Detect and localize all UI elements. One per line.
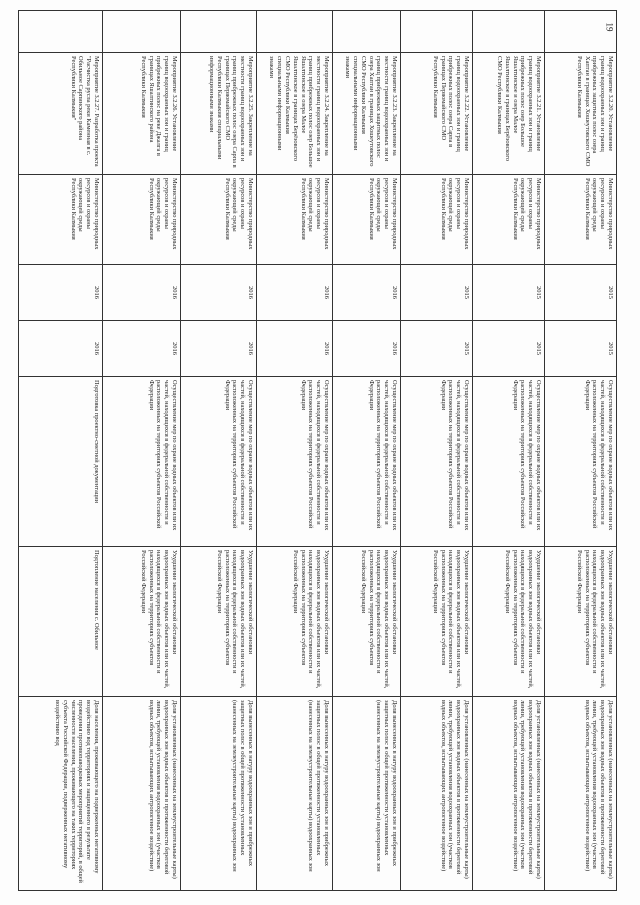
result-cell: Ухудшение экологической обстановки водоохранных зон водных объектов или их частей, находящихся в федеральной собственности и расположенных на территориях субъектов Российской Федерации <box>473 547 545 697</box>
indicator-cell: Доля установленных (нанесенных на землеустроительные карты) водоохранных зон водных объектов в протяженности береговой линии, требующей установления водоохранных зон (участков водных объектов, испытывающих антропогенное воздействие) <box>401 697 473 891</box>
executor-cell: Министерство природных ресурсов и охраны окружающей среды Республики Калмыкия <box>545 175 617 265</box>
event-cell: Мероприятие 3.2.26. Установление границ водоохранных зон и границ прибрежных полос на реке Джалга в границах Яшалтинского района Республики Калмыкия <box>103 53 181 175</box>
table-row <box>545 11 617 891</box>
result-cell: Ухудшение экологической обстановки водоохранных зон водных объектов или их частей, находящихся в федеральной собственности и расположенных на территориях субъектов Российской Федерации <box>545 547 617 697</box>
event-cell: Мероприятие 3.2.25. Закрепление на местности границ водоохранных зон и границ прибрежных полос озера Сарпа в границах Первомайского СМО Республики Калмыкия специальными информационными знаками <box>181 53 257 175</box>
blank-cell <box>333 11 401 53</box>
indicator-cell: Доля вынесенных в натуру водоохранных зон и прибрежных защитных полос в общей протяженности установленных (нанесенных на землеустроительные карты) водоохранных зон <box>257 697 333 891</box>
start-year-cell: 2016 <box>103 265 181 321</box>
end-year-cell: 2015 <box>401 321 473 377</box>
table-row <box>401 11 473 891</box>
executor-cell: Министерство природных ресурсов и охраны окружающей среды Республики Калмыкия <box>103 175 181 265</box>
table-row <box>473 11 545 891</box>
start-year-cell: 2016 <box>181 265 257 321</box>
result-cell: Ухудшение экологической обстановки водоохранных зон водных объектов или их частей, находящихся в федеральной собственности и расположенных на территориях субъектов Российской Федерации <box>257 547 333 697</box>
result-cell: Ухудшение экологической обстановки водоохранных зон водных объектов или их частей, находящихся в федеральной собственности и расположенных на территориях субъектов Российской Федерации <box>181 547 257 697</box>
blank-cell <box>103 11 181 53</box>
blank-cell <box>19 11 103 53</box>
direction-cell: Осуществление мер по охране водных объектов или их частей, находящихся в федеральной собственности и расположенных на территориях субъектов Российской Федерации <box>257 377 333 547</box>
direction-cell: Подготовка проектно-сметной документации <box>19 377 103 547</box>
table-row <box>103 11 181 891</box>
direction-cell: Осуществление мер по охране водных объектов или их частей, находящихся в федеральной собственности и расположенных на территориях субъектов Российской Федерации <box>545 377 617 547</box>
result-cell: Ухудшение экологической обстановки водоохранных зон водных объектов или их частей, находящихся в федеральной собственности и расположенных на территориях субъектов Российской Федерации <box>333 547 401 697</box>
result-cell: Ухудшение экологической обстановки водоохранных зон водных объектов или их частей, находящихся в федеральной собственности и расположенных на территориях субъектов Российской Федерации <box>401 547 473 697</box>
table-row <box>257 11 333 891</box>
blank-cell <box>181 11 257 53</box>
table-row <box>333 11 401 891</box>
blank-cell <box>473 11 545 53</box>
program-events-table <box>18 10 617 891</box>
table-row <box>19 11 103 891</box>
direction-cell: Осуществление мер по охране водных объектов или их частей, находящихся в федеральной собственности и расположенных на территориях субъектов Российской Федерации <box>103 377 181 547</box>
indicator-cell: Доля вынесенных в натуру водоохранных зон и прибрежных защитных полос в общей протяженности установленных (нанесенных на землеустроительные карты) водоохранных зон <box>181 697 257 891</box>
executor-cell: Министерство природных ресурсов и охраны окружающей среды Республики Калмыкия <box>401 175 473 265</box>
start-year-cell: 2015 <box>545 265 617 321</box>
indicator-cell: Доля вынесенных в натуру водоохранных зон и прибрежных защитных полос в общей протяженности установленных (нанесенных на землеустроительные карты) водоохранных зон <box>333 697 401 891</box>
blank-cell <box>545 11 617 53</box>
indicator-cell: Доля установленных (нанесенных на землеустроительные карты) водоохранных зон водных объектов в протяженности береговой линии, требующей установления водоохранных зон (участков водных объектов, испытывающих антропогенное воздействие) <box>103 697 181 891</box>
indicator-cell: Доля установленных (нанесенных на землеустроительные карты) водоохранных зон водных объектов в протяженности береговой линии, требующей установления водоохранных зон (участков водных объектов, испытывающих антропогенное воздействие) <box>545 697 617 891</box>
direction-cell: Осуществление мер по охране водных объектов или их частей, находящихся в федеральной собственности и расположенных на территориях субъектов Российской Федерации <box>181 377 257 547</box>
end-year-cell: 2016 <box>257 321 333 377</box>
direction-cell: Осуществление мер по охране водных объектов или их частей, находящихся в федеральной собственности и расположенных на территориях субъектов Российской Федерации <box>401 377 473 547</box>
event-cell: Мероприятие 3.2.23. Закрепление на местности границ водоохранных зон и границ прибрежных защитных полос озера Хаптан в границах Хошеутовского СМО Республики Калмыкия специальными информационными знаками <box>333 53 401 175</box>
table-row <box>181 11 257 891</box>
table-body <box>19 11 617 891</box>
start-year-cell: 2015 <box>401 265 473 321</box>
event-cell: Мероприятие 3.2.20. Установление границ водоохранных зон и границ прибрежных защитных полос озера Хаптан в границах Хошеутовского СМО Республики Калмыкия <box>545 53 617 175</box>
event-cell: Мероприятие 3.2.21. Установление границ водоохранных зон и границ прибрежных полос озер Большое Яшалтинское и озера Малое Яшалтинское в границах Берёзовского СМО Республики Калмыкия <box>473 53 545 175</box>
end-year-cell: 2015 <box>545 321 617 377</box>
direction-cell: Осуществление мер по охране водных объектов или их частей, находящихся в федеральной собственности и расположенных на территориях субъектов Российской Федерации <box>473 377 545 547</box>
indicator-cell: Доля населения, проживающего на подверженных негативному воздействию вод территориях и защищенного в результате проведения противопаводковых мероприятий территорий, в общей численности населения, проживающего на таких территориях субъекта Российской Федерации, подверженных негативному воздействию вод <box>19 697 103 891</box>
blank-cell <box>257 11 333 53</box>
event-cell: Мероприятие 3.2.27. Разработка проекта "Расчистка русла реки Каменная в с. Обильное Сарпинского района Республики Калмыкия" <box>19 53 103 175</box>
end-year-cell: 2015 <box>473 321 545 377</box>
start-year-cell: 2016 <box>257 265 333 321</box>
start-year-cell: 2016 <box>333 265 401 321</box>
executor-cell: Министерство природных ресурсов и охраны окружающей среды Республики Калмыкия <box>257 175 333 265</box>
direction-cell: Осуществление мер по охране водных объектов или их частей, находящихся в федеральной собственности и расположенных на территориях субъектов Российской Федерации <box>333 377 401 547</box>
result-cell: Подтопление населения с. Обильное <box>19 547 103 697</box>
executor-cell: Министерство природных ресурсов и охраны окружающей среды Республики Калмыкия <box>19 175 103 265</box>
end-year-cell: 2016 <box>181 321 257 377</box>
event-cell: Мероприятие 3.2.22. Установление границ водоохранных зон и границ прибрежных полос озера Сарпа в границах Первомайского СМО Республики Калмыкия <box>401 53 473 175</box>
end-year-cell: 2016 <box>333 321 401 377</box>
page-number: 19 <box>604 22 615 32</box>
start-year-cell: 2016 <box>19 265 103 321</box>
result-cell: Ухудшение экологической обстановки водоохранных зон водных объектов или их частей, находящихся в федеральной собственности и расположенных на территориях субъектов Российской Федерации <box>103 547 181 697</box>
start-year-cell: 2015 <box>473 265 545 321</box>
rotated-table-frame <box>19 10 617 890</box>
blank-cell <box>401 11 473 53</box>
end-year-cell: 2016 <box>103 321 181 377</box>
executor-cell: Министерство природных ресурсов и охраны окружающей среды Республики Калмыкия <box>181 175 257 265</box>
indicator-cell: Доля установленных (нанесенных на землеустроительные карты) водоохранных зон водных объектов в протяженности береговой линии, требующей установления водоохранных зон (участков водных объектов, испытывающих антропогенное воздействие) <box>473 697 545 891</box>
event-cell: Мероприятие 3.2.24. Закрепление на местности границ водоохранных зон и границ прибрежных полос озер Большое Яшалтинское и озера Малое Яшалтинское в границах Берёзовского СМО Республики Калмыкия специальными информационными знаками <box>257 53 333 175</box>
end-year-cell: 2016 <box>19 321 103 377</box>
executor-cell: Министерство природных ресурсов и охраны окружающей среды Республики Калмыкия <box>473 175 545 265</box>
executor-cell: Министерство природных ресурсов и охраны окружающей среды Республики Калмыкия <box>333 175 401 265</box>
